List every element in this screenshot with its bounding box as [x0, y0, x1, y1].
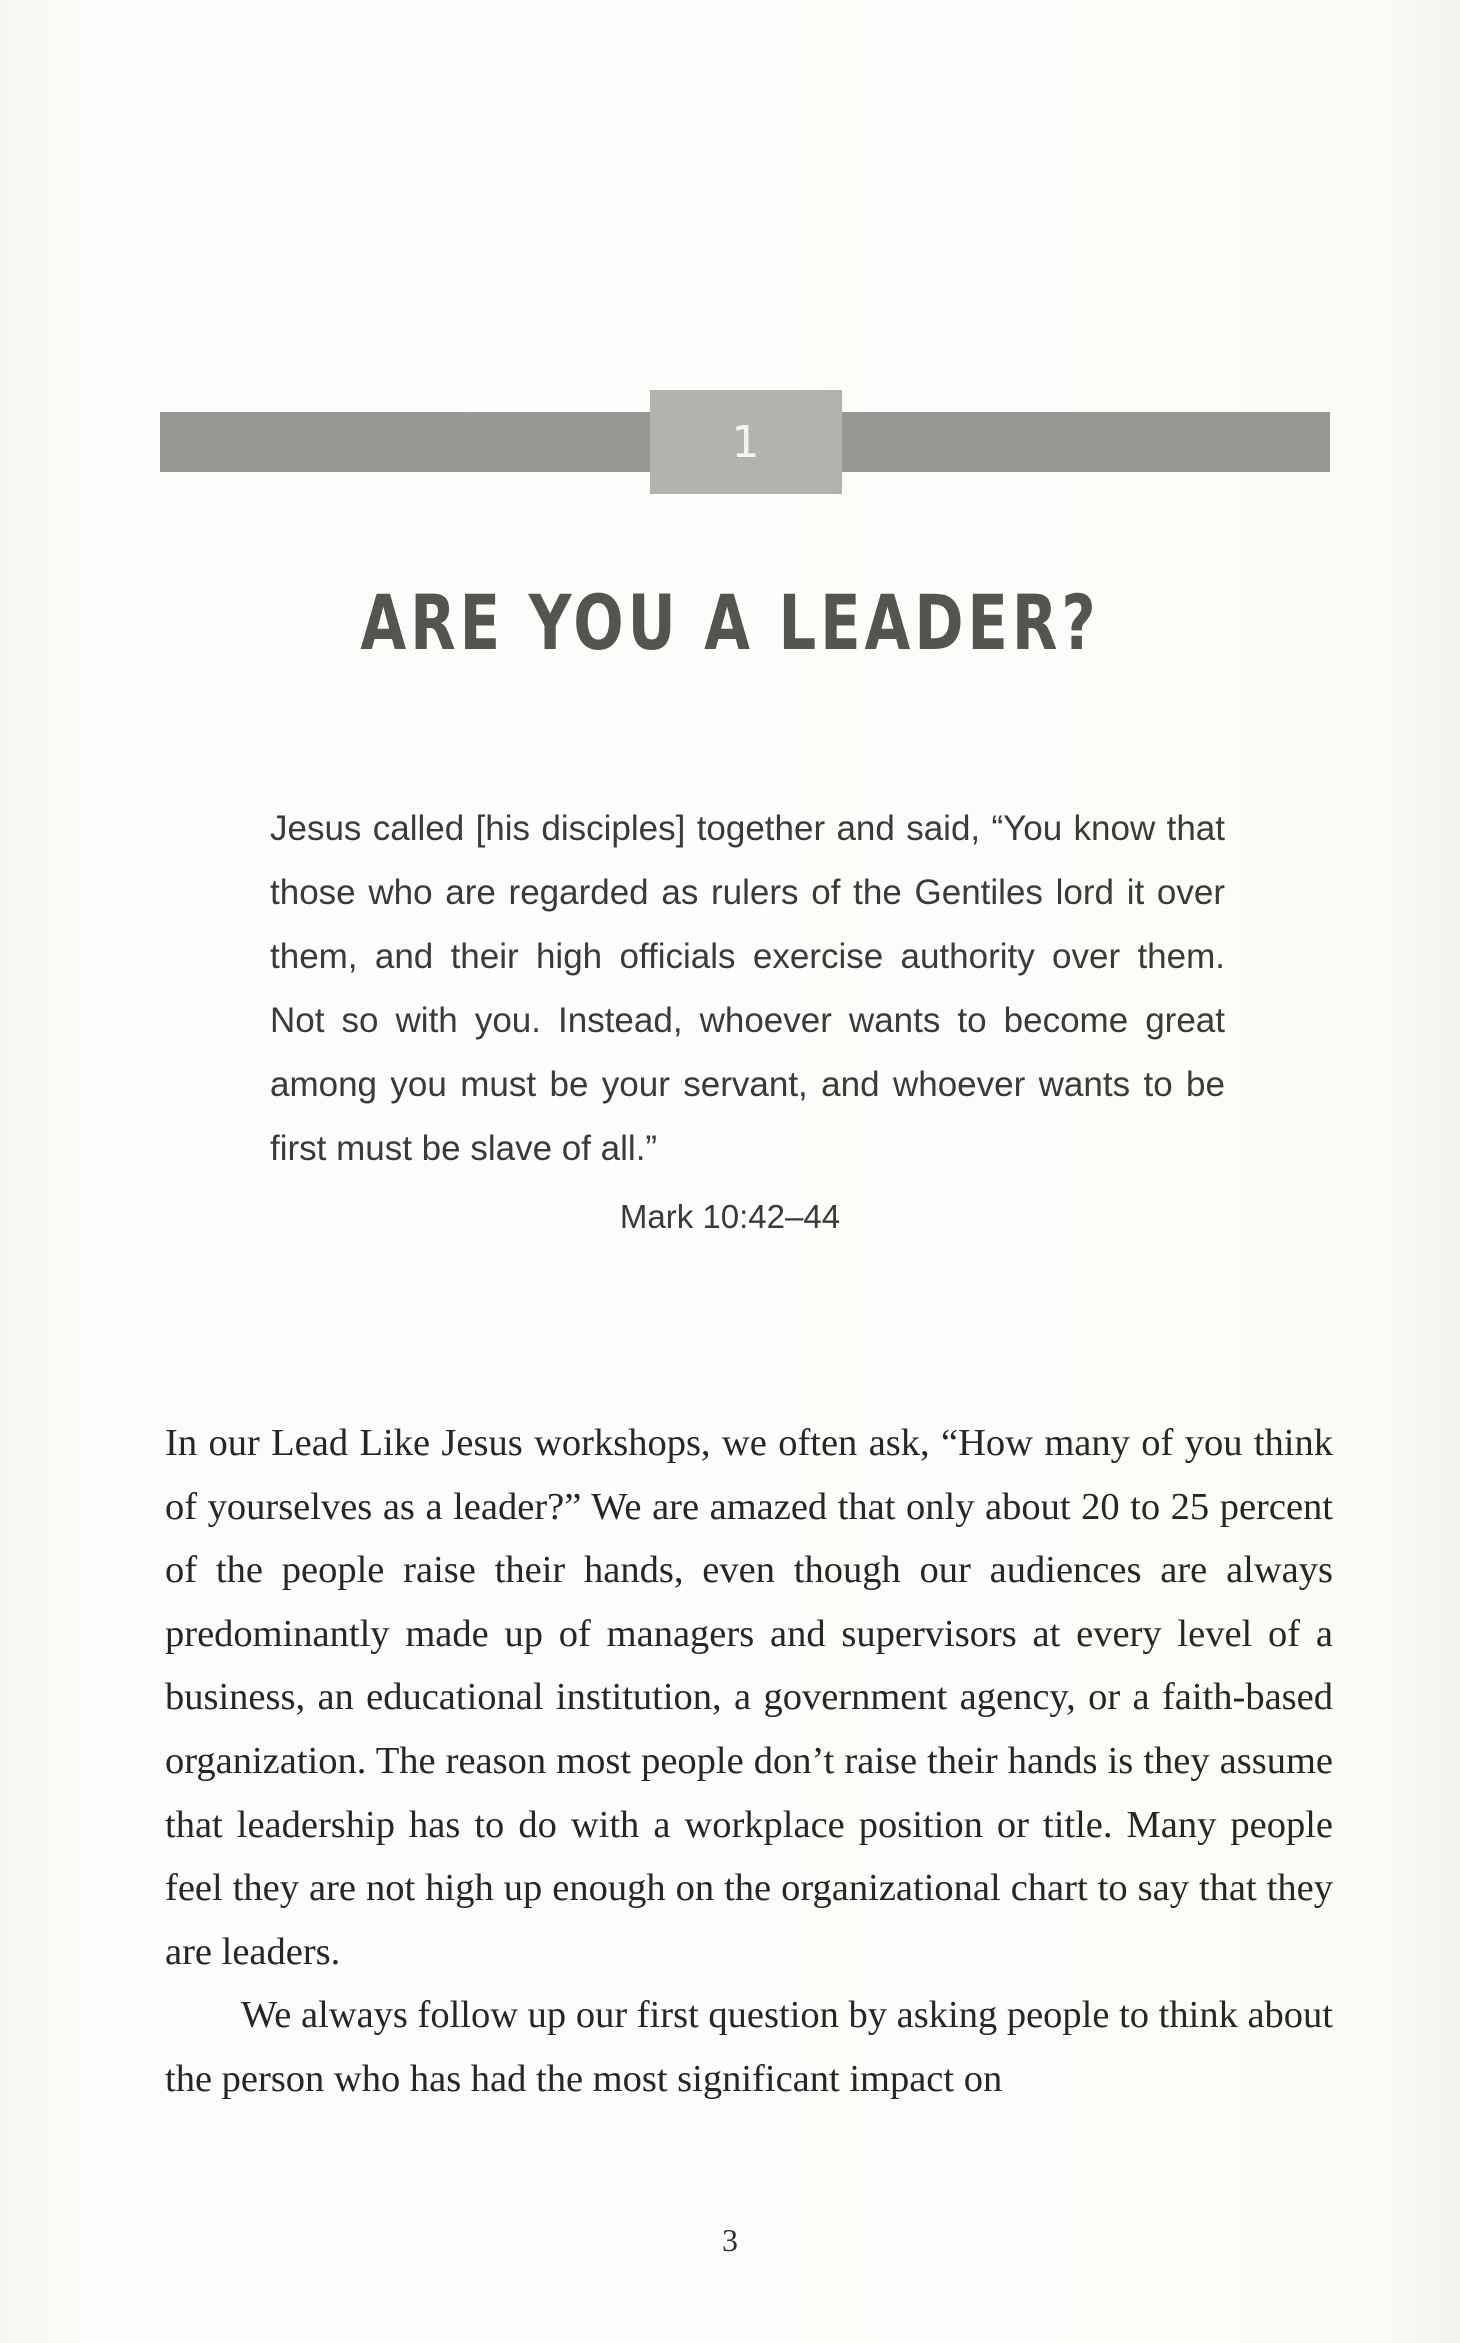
epigraph-quote: Jesus called [his disciples] together and said, “You know that those who are regarded as rulers of the Gentiles lord it over them, and their high officials exercise authority over them. Not so with you. Instead, whoever wants to become great among you must be your servant, and whoever wants to be first must be slave of all.” [270, 809, 1225, 1168]
epigraph-source: Mark 10:42–44 [619, 1198, 841, 1235]
page-number: 3 [722, 2222, 738, 2258]
chapter-number-box [650, 390, 842, 494]
chapter-header-band [160, 412, 1330, 472]
chapter-number: 1 [731, 416, 761, 468]
chapter-title: ARE YOU A LEADER? [360, 578, 1100, 667]
chapter-band-right-bar [842, 412, 1330, 472]
chapter-band-left-bar [160, 412, 650, 472]
body-paragraph: In our Lead Like Jesus workshops, we often ask, “How many of you think of yourselves as a leader?” We are amazed that only about 20 to 25 percent of the people raise their hands, even though our audiences are always predominantly made up of managers and supervisors at every level of a business, an educational institution, a government agency, or a faith-based organization. The reason most people don’t raise their hands is they assume that leadership has to do with a workplace position or title. Many people feel they are not high up enough on the organizational chart to say that they are leaders. [165, 1422, 1333, 1973]
body-paragraph: We always follow up our first question by asking people to think about the person who has had the most significant impact on [165, 1994, 1333, 2100]
body-text [165, 1412, 1333, 2112]
